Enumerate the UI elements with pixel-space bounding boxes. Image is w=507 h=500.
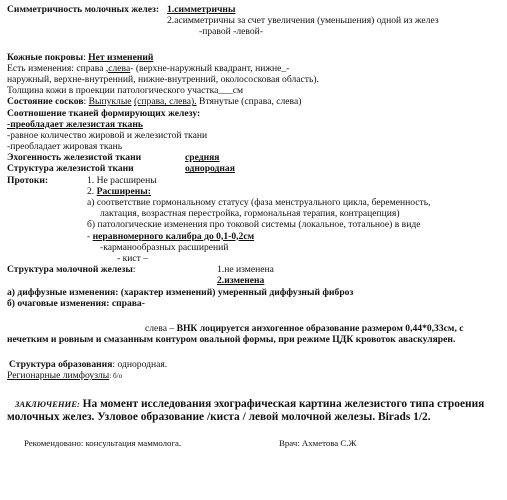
nipples-line: Состояние сосков: Выпуклые (справа, слева). Втянутые (справа, слева) xyxy=(7,96,302,108)
tissue-option-3: -преобладает жировая ткань xyxy=(7,141,123,153)
diffuse-label: а) диффузные изменения: xyxy=(7,286,119,298)
focal-label: б) очаговые изменения: xyxy=(7,297,110,309)
ducts-a-2: лактация, возрастная перестройка, гормональная терапия, контрацепция) xyxy=(100,208,400,220)
conclusion-text-2: молочных желез. Узловое образование /киста / левой молочной железы. Birads 1/2. xyxy=(7,410,431,423)
echo-line xyxy=(7,152,503,163)
skin-value: Нет изменений xyxy=(88,51,154,63)
lymph-label: Регионарные лимфоузлы xyxy=(7,370,110,382)
formation-value: : однородная. xyxy=(112,359,168,371)
ducts-b-2: -карманообразных расширений xyxy=(100,241,229,253)
echo-value: средняя xyxy=(185,152,220,164)
tissue-label: Соотношение тканей формирующих железу: xyxy=(7,107,201,119)
ducts-item-2: 2. Расширены: xyxy=(87,185,151,197)
symmetry-option-2: 2.асимметричны за счет увеличения (уменьшения) одной из желез xyxy=(167,15,439,27)
nipples-value: Выпуклые xyxy=(88,96,132,108)
report-footer xyxy=(24,438,504,449)
ducts-b-3: - кист – xyxy=(117,252,149,264)
finding-line-2: нечетким и ровным и смазанным контуром овальной формы, при режиме ЦДК кровоток аваскулярен. xyxy=(7,334,456,346)
ultrasound-report xyxy=(7,4,503,424)
symmetry-option-2-sides: -правой -левой- xyxy=(199,26,264,38)
gland-structure-line xyxy=(7,163,503,174)
diffuse-value: (характер изменений) умеренный диффузный фиброз xyxy=(118,286,354,298)
skin-changes-line: Есть изменения: справа ,слева- (верхне-наружный квадрант, нижне_- xyxy=(7,62,290,74)
breast-structure-option-2: 2.изменена xyxy=(217,275,265,287)
gland-structure-label: Структура железистой ткани xyxy=(7,163,134,175)
skin-quadrants-line: наружный, верхне-внутренний, нижне-внутренний, околососковая область). xyxy=(7,73,319,85)
ducts-line: Протоки: 1. Не расширены xyxy=(7,174,157,186)
doctor-signature: Врач: Ахметова С.Ж xyxy=(279,438,357,448)
ducts-a: а) соответствие гормональному статусу (фаза менструального цикла, беременность, xyxy=(87,197,431,208)
lymph-line xyxy=(7,370,503,381)
finding-line-1: слева – ВНК лоцируется анэхогенное образование размером 0,44*0,33см, с xyxy=(145,322,464,334)
breast-structure-line: Структура молочной железы: 1.не изменена xyxy=(7,264,274,276)
focal-value: справа- xyxy=(109,297,145,309)
formation-line xyxy=(7,359,503,370)
skin-thickness: Толщина кожи в проекции патологического участка___см xyxy=(7,85,244,97)
tissue-option-2: -равное количество жировой и железистой ткани xyxy=(7,129,208,141)
echo-label: Эхогенность железистой ткани xyxy=(7,152,142,164)
nipples-label: Состояние сосков xyxy=(7,96,84,108)
focal-line xyxy=(7,298,503,309)
skin-label: Кожные покровы xyxy=(7,51,84,63)
tissue-option-1: -преобладает железистая ткань xyxy=(7,118,143,130)
conclusion xyxy=(7,398,503,424)
conclusion-text-1: На момент исследования эхографическая картина железистого типа строения xyxy=(79,397,485,410)
conclusion-label: ЗАКЛЮЧЕНИЕ: xyxy=(15,398,80,409)
formation-label: Структура образования xyxy=(9,359,113,371)
skin-line: Кожные покровы: Нет изменений xyxy=(7,51,154,63)
recommendation: Рекомендовано: консультация маммолога. xyxy=(24,438,182,448)
lymph-value: : б/о xyxy=(109,372,123,381)
symmetry-option-1: 1.симметричны xyxy=(167,4,236,15)
diffuse-line xyxy=(7,287,503,298)
symmetry-label: Симметричность молочных желез: xyxy=(7,4,160,15)
gland-structure-value: однородная xyxy=(185,163,235,175)
ducts-b-1: - неравномерного калибра до 0,1-0,2см xyxy=(87,230,255,242)
ducts-label: Протоки: xyxy=(7,174,49,186)
breast-structure-label: Структура молочной железы xyxy=(7,264,133,276)
ducts-b: б) патологические изменения про токовой системы (локальное, тотальное) в виде xyxy=(87,219,421,231)
